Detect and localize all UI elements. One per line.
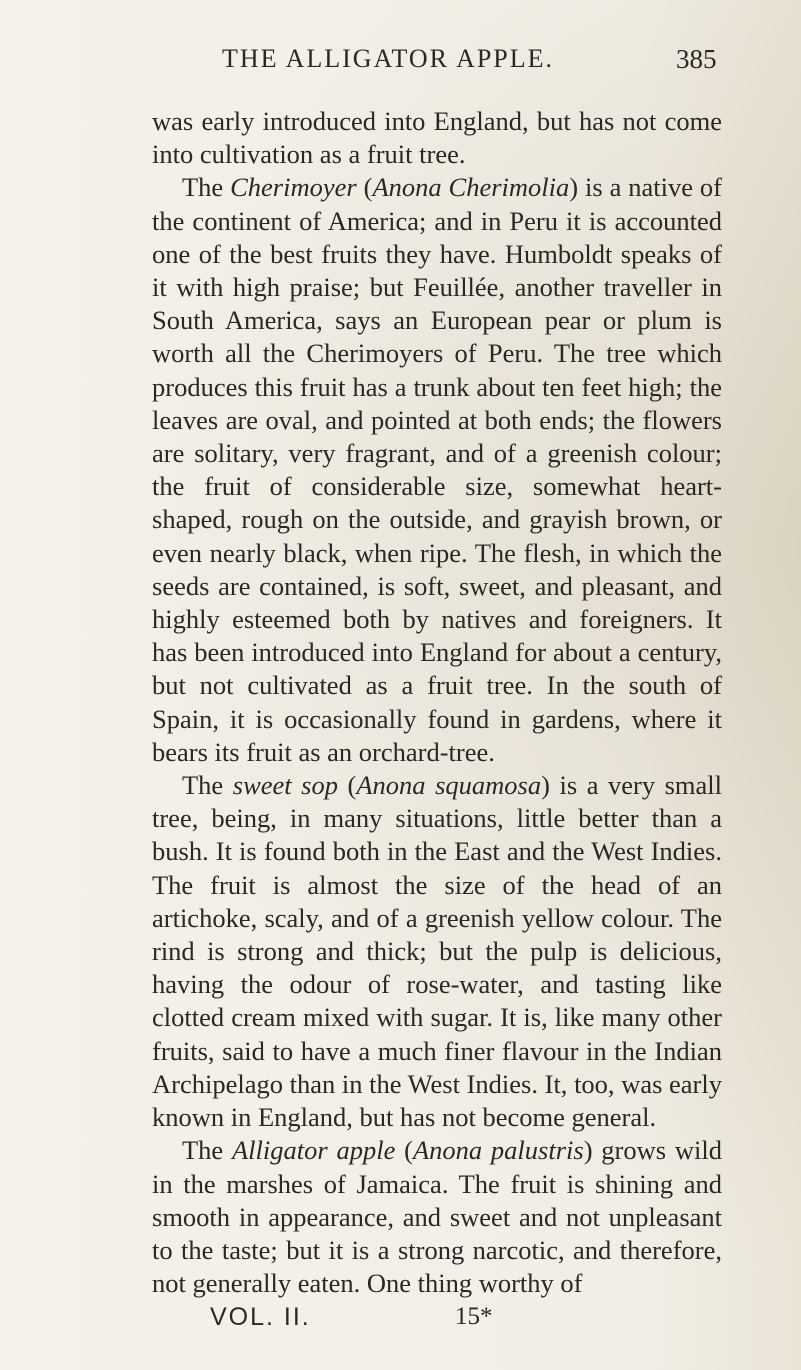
italic-term: Anona squamosa	[356, 770, 542, 801]
paragraph-intro-continuation	[152, 105, 722, 171]
italic-term: Anona palustris	[412, 1135, 584, 1166]
text-run: was early introduced into England, but has not come into cultivation as a fruit tree.	[152, 106, 722, 170]
text-run: The	[182, 770, 233, 801]
text-run: The	[182, 1135, 232, 1166]
italic-term: Cherimoyer	[230, 172, 357, 203]
paragraph-cherimoyer	[152, 171, 722, 769]
page-number: 385	[676, 44, 717, 74]
page-header	[0, 44, 801, 84]
italic-term: sweet sop	[232, 770, 338, 801]
volume-signature: VOL. II.	[210, 1303, 311, 1331]
text-run: ) is a very small tree, being, in many situations, little better than a bush. It is found both in the East and the West Indies. The fruit is almost the size of the head of an artichoke, scaly, and of a greenish yellow colour. The rind is strong and thick; but the pulp is delicious, having the odour of rose-water, and tasting like clotted cream mixed with sugar. It is, like many other fruits, said to have a much finer flavour in the Indian Archipelago than in the West Indies. It, too, was early known in England, but has not become general.	[152, 770, 723, 1133]
text-run: The	[182, 172, 231, 203]
text-run: (	[395, 1135, 413, 1166]
signature-mark: 15*	[455, 1303, 493, 1330]
text-run: (	[337, 770, 357, 801]
paragraph-sweet-sop	[152, 769, 722, 1134]
italic-term: Anona Cherimolia	[372, 172, 570, 203]
page-footer	[0, 1303, 801, 1343]
text-run: ) is a native of the continent of America; and in Peru it is accounted one of the best fruits they have. Humboldt speaks of it with high praise; but Feuillée, another traveller in South America, says an European pear or plum is worth all the Cherimoyers of Peru. The tree which produces this fruit has a trunk about ten feet high; the leaves are oval, and pointed at both ends; the flowers are solitary, very fragrant, and of a greenish colour; the fruit of considerable size, somewhat heart-shaped, rough on the outside, and grayish brown, or even nearly black, when ripe. The flesh, in which the seeds are contained, is soft, sweet, and pleasant, and highly esteemed both by natives and foreigners. It has been introduced into England for about a century, but not cultivated as a fruit tree. In the south of Spain, it is occasionally found in gardens, where it bears its fruit as an orchard-tree.	[152, 172, 722, 767]
paragraph-alligator-apple	[152, 1134, 722, 1300]
text-run: (	[356, 172, 373, 203]
text-run: ) grows wild in the marshes of Jamaica. The fruit is shining and smooth in appearance, and sweet and not unpleasant to the taste; but it is a strong narcotic, and therefore, not generally eaten. One thing worthy of	[152, 1135, 722, 1299]
running-title: THE ALLIGATOR APPLE.	[222, 44, 555, 73]
italic-term: Alligator apple	[231, 1135, 396, 1166]
body-text	[152, 105, 722, 1300]
